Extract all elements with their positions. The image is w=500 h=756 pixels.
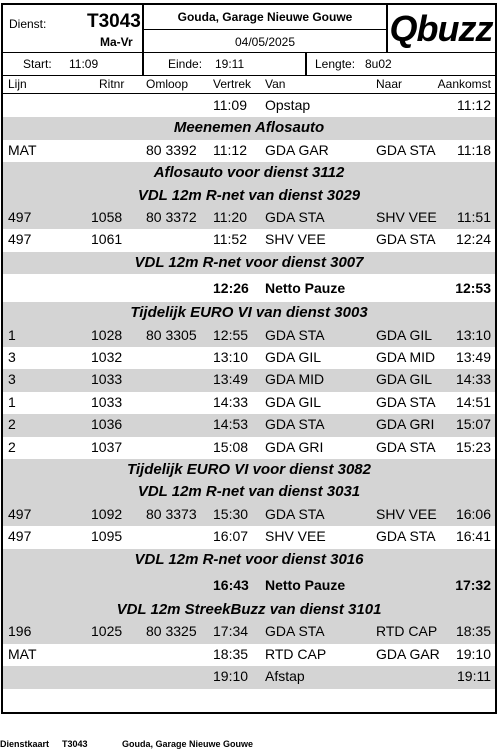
section-title: Tijdelijk EURO VI van dienst 3003	[130, 304, 368, 322]
section-title: Meenemen Aflosauto	[173, 119, 325, 137]
cell-vertrek: 14:53	[213, 416, 249, 433]
cell-lijn: 196	[8, 623, 32, 640]
section-title: VDL 12m R-net voor dienst 3016	[134, 550, 364, 568]
trip-row	[3, 437, 495, 459]
divider	[142, 53, 144, 75]
cell-lijn: 497	[8, 209, 32, 225]
start-label: Start:	[23, 57, 52, 71]
pause-start: 12:26	[213, 280, 249, 297]
section-header	[3, 185, 495, 207]
cell-van: SHV VEE	[265, 231, 326, 248]
cell-ritnr: 1032	[91, 349, 123, 365]
section-title: Tijdelijk EURO VI voor dienst 3082	[127, 461, 371, 478]
trip-row	[3, 229, 495, 251]
cell-van: GDA STA	[265, 209, 325, 225]
footer-dienst: T3043	[62, 739, 88, 749]
cell-naar: GDA STA	[376, 528, 436, 545]
col-vertrek: Vertrek	[213, 77, 252, 91]
cell-naar: GDA MID	[376, 349, 436, 365]
cell-naar: RTD CAP	[376, 623, 438, 640]
cell-ritnr: 1095	[91, 528, 123, 545]
trip-row	[3, 392, 495, 414]
cell-van: GDA STA	[265, 416, 325, 433]
cell-lijn: 497	[8, 505, 32, 522]
cell-aankomst: 11:18	[457, 141, 491, 158]
cell-omloop: 80 3373	[146, 505, 197, 522]
cell-vertrek: 16:07	[213, 528, 249, 545]
col-lijn: Lijn	[8, 77, 27, 91]
trip-row	[3, 95, 495, 117]
cell-naar: GDA STA	[376, 141, 436, 158]
end-label: Einde:	[168, 57, 203, 71]
cell-lijn: 3	[8, 371, 16, 388]
cell-aankomst: 14:33	[455, 371, 491, 388]
cell-lijn: 2	[8, 416, 16, 433]
divider	[305, 53, 307, 75]
section-title: VDL 12m R-net van dienst 3029	[137, 186, 361, 204]
section-header	[3, 459, 495, 481]
cell-ritnr: 1092	[91, 505, 123, 522]
duty-times	[3, 53, 495, 76]
cell-van: Afstap	[265, 668, 305, 685]
cell-aankomst: 13:49	[455, 349, 491, 365]
cell-vertrek: 12:55	[213, 326, 249, 343]
cell-van: GDA MID	[265, 371, 325, 388]
col-aankomst: Aankomst	[437, 77, 491, 91]
section-header	[3, 117, 495, 139]
card-header	[3, 5, 495, 53]
cell-aankomst: 19:11	[457, 668, 491, 685]
cell-van: GDA GIL	[265, 393, 322, 410]
trip-row	[3, 644, 495, 666]
cell-omloop: 80 3392	[146, 141, 197, 158]
pause-row	[3, 571, 495, 599]
dienst-label: Dienst:	[9, 17, 47, 31]
qbuzz-logo: Qbuzz	[389, 8, 493, 49]
section-header	[3, 302, 495, 324]
cell-aankomst: 18:35	[455, 623, 491, 640]
trip-row	[3, 140, 495, 162]
cell-ritnr: 1061	[91, 231, 123, 248]
dienst-number: T3043	[87, 11, 141, 32]
cell-naar: GDA STA	[376, 393, 436, 410]
trip-row	[3, 347, 495, 369]
cell-lijn: 3	[8, 349, 16, 365]
pause-start: 16:43	[213, 577, 249, 593]
cell-van: GDA STA	[265, 505, 325, 522]
cell-lijn: 497	[8, 231, 32, 248]
cell-aankomst: 15:07	[455, 416, 491, 433]
cell-lijn: MAT	[8, 141, 37, 158]
cell-naar: SHV VEE	[376, 209, 437, 225]
end-time: 19:11	[215, 57, 245, 71]
trip-row	[3, 369, 495, 391]
cell-aankomst: 14:51	[455, 393, 491, 410]
duty-card	[1, 3, 497, 714]
cell-aankomst: 12:24	[455, 231, 491, 248]
cell-vertrek: 18:35	[213, 645, 249, 662]
divider	[143, 29, 387, 30]
cell-aankomst: 19:10	[455, 645, 491, 662]
cell-ritnr: 1058	[91, 209, 123, 225]
section-title: Aflosauto voor dienst 3112	[153, 164, 345, 182]
cell-lijn: 1	[8, 393, 16, 410]
column-header	[3, 75, 495, 94]
pause-row	[3, 274, 495, 302]
cell-vertrek: 13:49	[213, 371, 249, 388]
cell-vertrek: 13:10	[213, 349, 249, 365]
length-value: 8u02	[365, 57, 392, 71]
pause-end: 17:32	[455, 577, 491, 593]
cell-vertrek: 15:08	[213, 438, 249, 455]
section-header	[3, 252, 495, 274]
trip-row	[3, 666, 495, 688]
section-title: VDL 12m StreekBuzz van dienst 3101	[116, 601, 382, 618]
cell-vertrek: 11:09	[213, 97, 247, 113]
cell-vertrek: 17:34	[213, 623, 249, 640]
pause-label: Netto Pauze	[265, 577, 346, 593]
cell-van: GDA STA	[265, 326, 325, 343]
cell-van: RTD CAP	[265, 645, 327, 662]
service-date: 04/05/2025	[234, 35, 296, 49]
pause-end: 12:53	[455, 280, 491, 297]
cell-aankomst: 15:23	[455, 438, 491, 455]
cell-vertrek: 11:52	[213, 231, 247, 248]
section-header	[3, 481, 495, 503]
cell-ritnr: 1037	[91, 438, 123, 455]
trip-row	[3, 325, 495, 347]
cell-vertrek: 15:30	[213, 505, 249, 522]
garage-location: Gouda, Garage Nieuwe Gouwe	[177, 10, 353, 24]
trip-row	[3, 526, 495, 548]
cell-aankomst: 13:10	[455, 326, 491, 343]
cell-vertrek: 11:12	[213, 141, 247, 158]
cell-aankomst: 16:41	[455, 528, 491, 545]
cell-ritnr: 1028	[91, 326, 123, 343]
cell-aankomst: 16:06	[455, 505, 491, 522]
cell-naar: GDA GRI	[376, 416, 435, 433]
length-label: Lengte:	[315, 57, 356, 71]
section-header	[3, 549, 495, 571]
cell-lijn: 1	[8, 326, 16, 343]
cell-naar: GDA GIL	[376, 326, 433, 343]
cell-naar: GDA STA	[376, 231, 436, 248]
cell-ritnr: 1033	[91, 393, 123, 410]
pause-label: Netto Pauze	[265, 280, 346, 297]
trip-row	[3, 207, 495, 229]
cell-lijn: 497	[8, 528, 32, 545]
section-title: VDL 12m R-net van dienst 3031	[137, 483, 361, 501]
cell-naar: GDA GAR	[376, 645, 440, 662]
cell-van: Opstap	[265, 97, 311, 113]
cell-naar: GDA GIL	[376, 371, 433, 388]
col-naar: Naar	[376, 77, 403, 91]
cell-aankomst: 11:51	[457, 209, 491, 225]
cell-omloop: 80 3372	[146, 209, 197, 225]
trip-row	[3, 504, 495, 526]
dienst-days: Ma-Vr	[100, 35, 133, 49]
cell-aankomst: 11:12	[457, 97, 491, 113]
cell-van: GDA GAR	[265, 141, 329, 158]
cell-van: GDA STA	[265, 623, 325, 640]
cell-ritnr: 1025	[91, 623, 123, 640]
cell-omloop: 80 3325	[146, 623, 197, 640]
cell-van: GDA GIL	[265, 349, 322, 365]
cell-vertrek: 14:33	[213, 393, 249, 410]
section-header	[3, 162, 495, 184]
cell-omloop: 80 3305	[146, 326, 197, 343]
cell-ritnr: 1033	[91, 371, 123, 388]
cell-naar: SHV VEE	[376, 505, 437, 522]
start-time: 11:09	[69, 57, 99, 71]
section-header	[3, 599, 495, 621]
footer-location: Gouda, Garage Nieuwe Gouwe	[122, 739, 254, 749]
col-omloop: Omloop	[146, 77, 189, 91]
cell-naar: GDA STA	[376, 438, 436, 455]
cell-van: GDA GRI	[265, 438, 324, 455]
cell-lijn: MAT	[8, 645, 37, 662]
cell-ritnr: 1036	[91, 416, 123, 433]
cell-vertrek: 19:10	[213, 668, 249, 685]
trip-row	[3, 621, 495, 643]
footer-label: Dienstkaart	[0, 739, 50, 749]
cell-vertrek: 11:20	[213, 209, 247, 225]
cell-van: SHV VEE	[265, 528, 326, 545]
trip-row	[3, 414, 495, 436]
section-title: VDL 12m R-net voor dienst 3007	[134, 253, 364, 271]
col-van: Van	[265, 77, 286, 91]
col-ritnr: Ritnr	[99, 77, 125, 91]
cell-lijn: 2	[8, 438, 16, 455]
